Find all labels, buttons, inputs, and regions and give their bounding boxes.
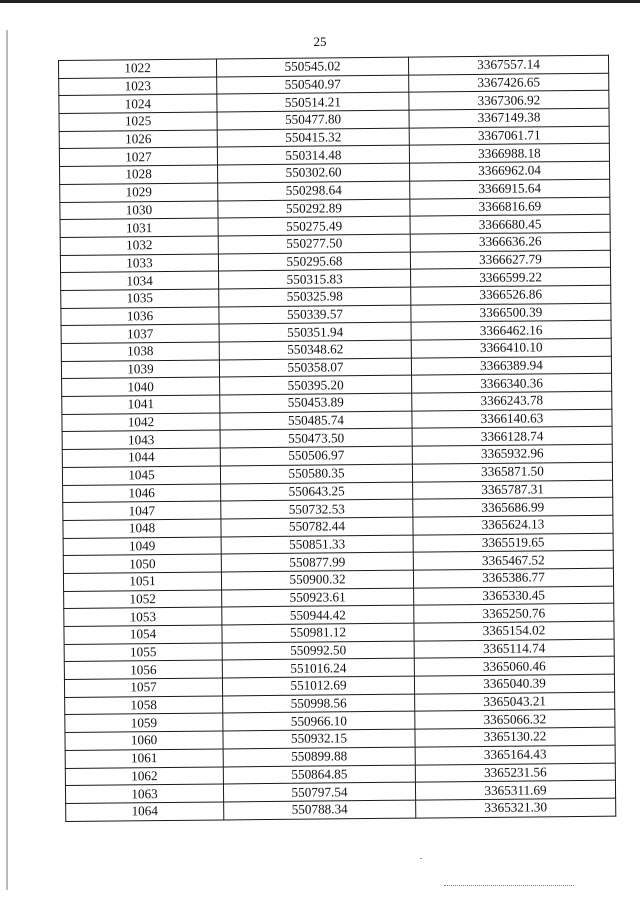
- y-coordinate-cell: 3365114.74: [414, 639, 614, 659]
- footer-line: [444, 885, 574, 887]
- x-coordinate-cell: 550643.25: [221, 482, 413, 502]
- point-number-cell: 1034: [61, 271, 219, 290]
- point-number-cell: 1043: [62, 430, 220, 449]
- point-number-cell: 1026: [59, 130, 217, 149]
- point-number-cell: 1029: [60, 183, 218, 202]
- point-number-cell: 1035: [61, 289, 219, 308]
- x-coordinate-cell: 550545.02: [216, 57, 408, 77]
- y-coordinate-cell: 3365060.46: [414, 657, 614, 677]
- x-coordinate-cell: 550473.50: [220, 429, 412, 449]
- point-number-cell: 1030: [60, 200, 218, 219]
- x-coordinate-cell: 550275.49: [218, 216, 410, 236]
- y-coordinate-cell: 3365066.32: [415, 710, 615, 730]
- y-coordinate-cell: 3367306.92: [409, 91, 609, 111]
- x-coordinate-cell: 550348.62: [219, 340, 411, 360]
- point-number-cell: 1044: [62, 448, 220, 467]
- x-coordinate-cell: 550797.54: [223, 782, 415, 802]
- point-number-cell: 1053: [64, 607, 222, 626]
- scan-mark: [420, 858, 422, 859]
- point-number-cell: 1031: [60, 218, 218, 237]
- point-number-cell: 1063: [65, 784, 223, 803]
- x-coordinate-cell: 551016.24: [222, 658, 414, 678]
- point-number-cell: 1038: [61, 342, 219, 361]
- point-number-cell: 1023: [59, 77, 217, 96]
- point-number-cell: 1022: [59, 59, 217, 78]
- point-number-cell: 1036: [61, 307, 219, 326]
- y-coordinate-cell: 3365231.56: [415, 763, 615, 783]
- y-coordinate-cell: 3366599.22: [411, 267, 611, 287]
- x-coordinate-cell: 550864.85: [223, 765, 415, 785]
- y-coordinate-cell: 3365932.96: [412, 444, 612, 464]
- point-number-cell: 1056: [64, 660, 222, 679]
- y-coordinate-cell: 3365043.21: [415, 692, 615, 712]
- y-coordinate-cell: 3365040.39: [414, 674, 614, 694]
- x-coordinate-cell: 550485.74: [220, 411, 412, 431]
- point-number-cell: 1052: [64, 590, 222, 609]
- y-coordinate-cell: 3366636.26: [410, 232, 610, 252]
- y-coordinate-cell: 3366627.79: [410, 250, 610, 270]
- point-number-cell: 1064: [66, 802, 224, 821]
- y-coordinate-cell: 3365519.65: [413, 533, 613, 553]
- y-coordinate-cell: 3366680.45: [410, 214, 610, 234]
- y-coordinate-cell: 3367149.38: [409, 108, 609, 128]
- point-number-cell: 1048: [63, 519, 221, 538]
- x-coordinate-cell: 550298.64: [218, 181, 410, 201]
- x-coordinate-cell: 550453.89: [220, 393, 412, 413]
- y-coordinate-cell: 3365787.31: [413, 480, 613, 500]
- x-coordinate-cell: 550877.99: [221, 552, 413, 572]
- point-number-cell: 1061: [65, 749, 223, 768]
- y-coordinate-cell: 3367426.65: [409, 73, 609, 93]
- x-coordinate-cell: 550998.56: [223, 694, 415, 714]
- point-number-cell: 1041: [62, 395, 220, 414]
- coordinates-table: [58, 55, 616, 822]
- point-number-cell: 1046: [63, 483, 221, 502]
- y-coordinate-cell: 3366462.16: [411, 321, 611, 341]
- point-number-cell: 1039: [61, 360, 219, 379]
- x-coordinate-cell: 550415.32: [217, 128, 409, 148]
- x-coordinate-cell: 551012.69: [222, 676, 414, 696]
- point-number-cell: 1059: [65, 713, 223, 732]
- y-coordinate-cell: 3366915.64: [410, 179, 610, 199]
- x-coordinate-cell: 550325.98: [219, 287, 411, 307]
- point-number-cell: 1060: [65, 731, 223, 750]
- x-coordinate-cell: 550923.61: [222, 588, 414, 608]
- point-number-cell: 1058: [65, 696, 223, 715]
- x-coordinate-cell: 550314.48: [217, 146, 409, 166]
- y-coordinate-cell: 3365871.50: [412, 462, 612, 482]
- x-coordinate-cell: 550788.34: [224, 800, 416, 820]
- x-coordinate-cell: 550302.60: [218, 163, 410, 183]
- x-coordinate-cell: 550851.33: [221, 535, 413, 555]
- x-coordinate-cell: 550732.53: [221, 499, 413, 519]
- point-number-cell: 1040: [62, 377, 220, 396]
- y-coordinate-cell: 3366340.36: [412, 374, 612, 394]
- y-coordinate-cell: 3365624.13: [413, 515, 613, 535]
- point-number-cell: 1042: [62, 413, 220, 432]
- x-coordinate-cell: 550351.94: [219, 322, 411, 342]
- x-coordinate-cell: 550782.44: [221, 517, 413, 537]
- x-coordinate-cell: 550295.68: [218, 252, 410, 272]
- y-coordinate-cell: 3366988.18: [409, 144, 609, 164]
- y-coordinate-cell: 3367557.14: [408, 55, 608, 75]
- x-coordinate-cell: 550477.80: [217, 110, 409, 130]
- point-number-cell: 1024: [59, 94, 217, 113]
- y-coordinate-cell: 3365130.22: [415, 727, 615, 747]
- point-number-cell: 1049: [63, 537, 221, 556]
- point-number-cell: 1054: [64, 625, 222, 644]
- point-number-cell: 1037: [61, 324, 219, 343]
- point-number-cell: 1050: [63, 554, 221, 573]
- point-number-cell: 1055: [64, 643, 222, 662]
- y-coordinate-cell: 3366962.04: [410, 161, 610, 181]
- x-coordinate-cell: 550277.50: [218, 234, 410, 254]
- y-coordinate-cell: 3366816.69: [410, 197, 610, 217]
- point-number-cell: 1062: [65, 766, 223, 785]
- y-coordinate-cell: 3366389.94: [411, 356, 611, 376]
- y-coordinate-cell: 3366526.86: [411, 285, 611, 305]
- y-coordinate-cell: 3365311.69: [415, 780, 615, 800]
- x-coordinate-cell: 550899.88: [223, 747, 415, 767]
- y-coordinate-cell: 3365321.30: [416, 798, 616, 818]
- scan-edge-top: [0, 0, 640, 3]
- scan-edge-left: [6, 30, 8, 890]
- point-number-cell: 1045: [62, 466, 220, 485]
- y-coordinate-cell: 3365154.02: [414, 621, 614, 641]
- point-number-cell: 1028: [60, 165, 218, 184]
- x-coordinate-cell: 550514.21: [217, 93, 409, 113]
- coordinates-sheet: [58, 55, 616, 822]
- x-coordinate-cell: 550580.35: [220, 464, 412, 484]
- y-coordinate-cell: 3366410.10: [411, 338, 611, 358]
- y-coordinate-cell: 3365164.43: [415, 745, 615, 765]
- x-coordinate-cell: 550506.97: [220, 446, 412, 466]
- x-coordinate-cell: 550944.42: [222, 605, 414, 625]
- x-coordinate-cell: 550900.32: [221, 570, 413, 590]
- point-number-cell: 1051: [63, 572, 221, 591]
- point-number-cell: 1047: [63, 501, 221, 520]
- y-coordinate-cell: 3365386.77: [413, 568, 613, 588]
- y-coordinate-cell: 3365250.76: [414, 604, 614, 624]
- y-coordinate-cell: 3365330.45: [414, 586, 614, 606]
- table-body: [59, 55, 616, 821]
- page-number: 25: [313, 34, 327, 49]
- x-coordinate-cell: 550540.97: [217, 75, 409, 95]
- point-number-cell: 1032: [60, 236, 218, 255]
- y-coordinate-cell: 3366140.63: [412, 409, 612, 429]
- y-coordinate-cell: 3365467.52: [413, 550, 613, 570]
- x-coordinate-cell: 550981.12: [222, 623, 414, 643]
- y-coordinate-cell: 3366243.78: [412, 391, 612, 411]
- x-coordinate-cell: 550292.89: [218, 199, 410, 219]
- point-number-cell: 1027: [59, 147, 217, 166]
- x-coordinate-cell: 550932.15: [223, 729, 415, 749]
- y-coordinate-cell: 3365686.99: [413, 497, 613, 517]
- point-number-cell: 1057: [64, 678, 222, 697]
- point-number-cell: 1033: [60, 254, 218, 273]
- x-coordinate-cell: 550966.10: [223, 712, 415, 732]
- x-coordinate-cell: 550395.20: [220, 375, 412, 395]
- x-coordinate-cell: 550992.50: [222, 641, 414, 661]
- x-coordinate-cell: 550315.83: [219, 269, 411, 289]
- x-coordinate-cell: 550339.57: [219, 305, 411, 325]
- x-coordinate-cell: 550358.07: [219, 358, 411, 378]
- y-coordinate-cell: 3367061.71: [409, 126, 609, 146]
- y-coordinate-cell: 3366500.39: [411, 303, 611, 323]
- y-coordinate-cell: 3366128.74: [412, 427, 612, 447]
- point-number-cell: 1025: [59, 112, 217, 131]
